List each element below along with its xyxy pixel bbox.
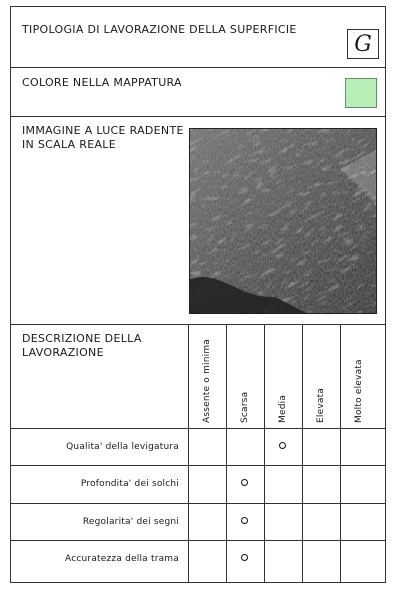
rating-mark	[241, 479, 248, 486]
mapping-color-swatch	[345, 78, 377, 108]
divider	[11, 324, 385, 325]
divider	[11, 465, 385, 466]
row-label-mark-regularity: Regolarita' dei segni	[82, 517, 179, 527]
image-row-label: IMMAGINE A LUCE RADENTE IN SCALA REALE	[22, 124, 184, 151]
column-header-high: Elevata	[316, 387, 326, 423]
column-header-medium: Media	[278, 394, 288, 423]
divider	[11, 540, 385, 541]
divider	[11, 428, 385, 429]
column-header-low: Scarsa	[240, 391, 250, 423]
divider	[11, 67, 385, 68]
row-label-texture-accuracy: Accuratezza della trama	[65, 554, 179, 564]
typology-code-badge	[347, 29, 379, 59]
row-label-groove-depth: Profondita' dei solchi	[80, 479, 179, 489]
rating-mark	[241, 554, 248, 561]
surface-processing-card	[10, 6, 386, 583]
stone-surface-image	[190, 129, 377, 314]
rating-mark	[241, 517, 248, 524]
raking-light-photo	[189, 128, 377, 314]
column-header-very-high: Molto elevata	[354, 359, 364, 423]
row-label-smoothing: Qualita' della levigatura	[66, 442, 179, 452]
typology-code: G	[354, 31, 372, 57]
rating-mark	[279, 442, 286, 449]
card-title: TIPOLOGIA DI LAVORAZIONE DELLA SUPERFICIE	[22, 23, 297, 36]
color-row-label: COLORE NELLA MAPPATURA	[22, 76, 182, 89]
table-title: DESCRIZIONE DELLA LAVORAZIONE	[22, 332, 142, 359]
divider	[11, 503, 385, 504]
column-header-absent: Assente o minima	[202, 338, 212, 423]
divider	[11, 116, 385, 117]
